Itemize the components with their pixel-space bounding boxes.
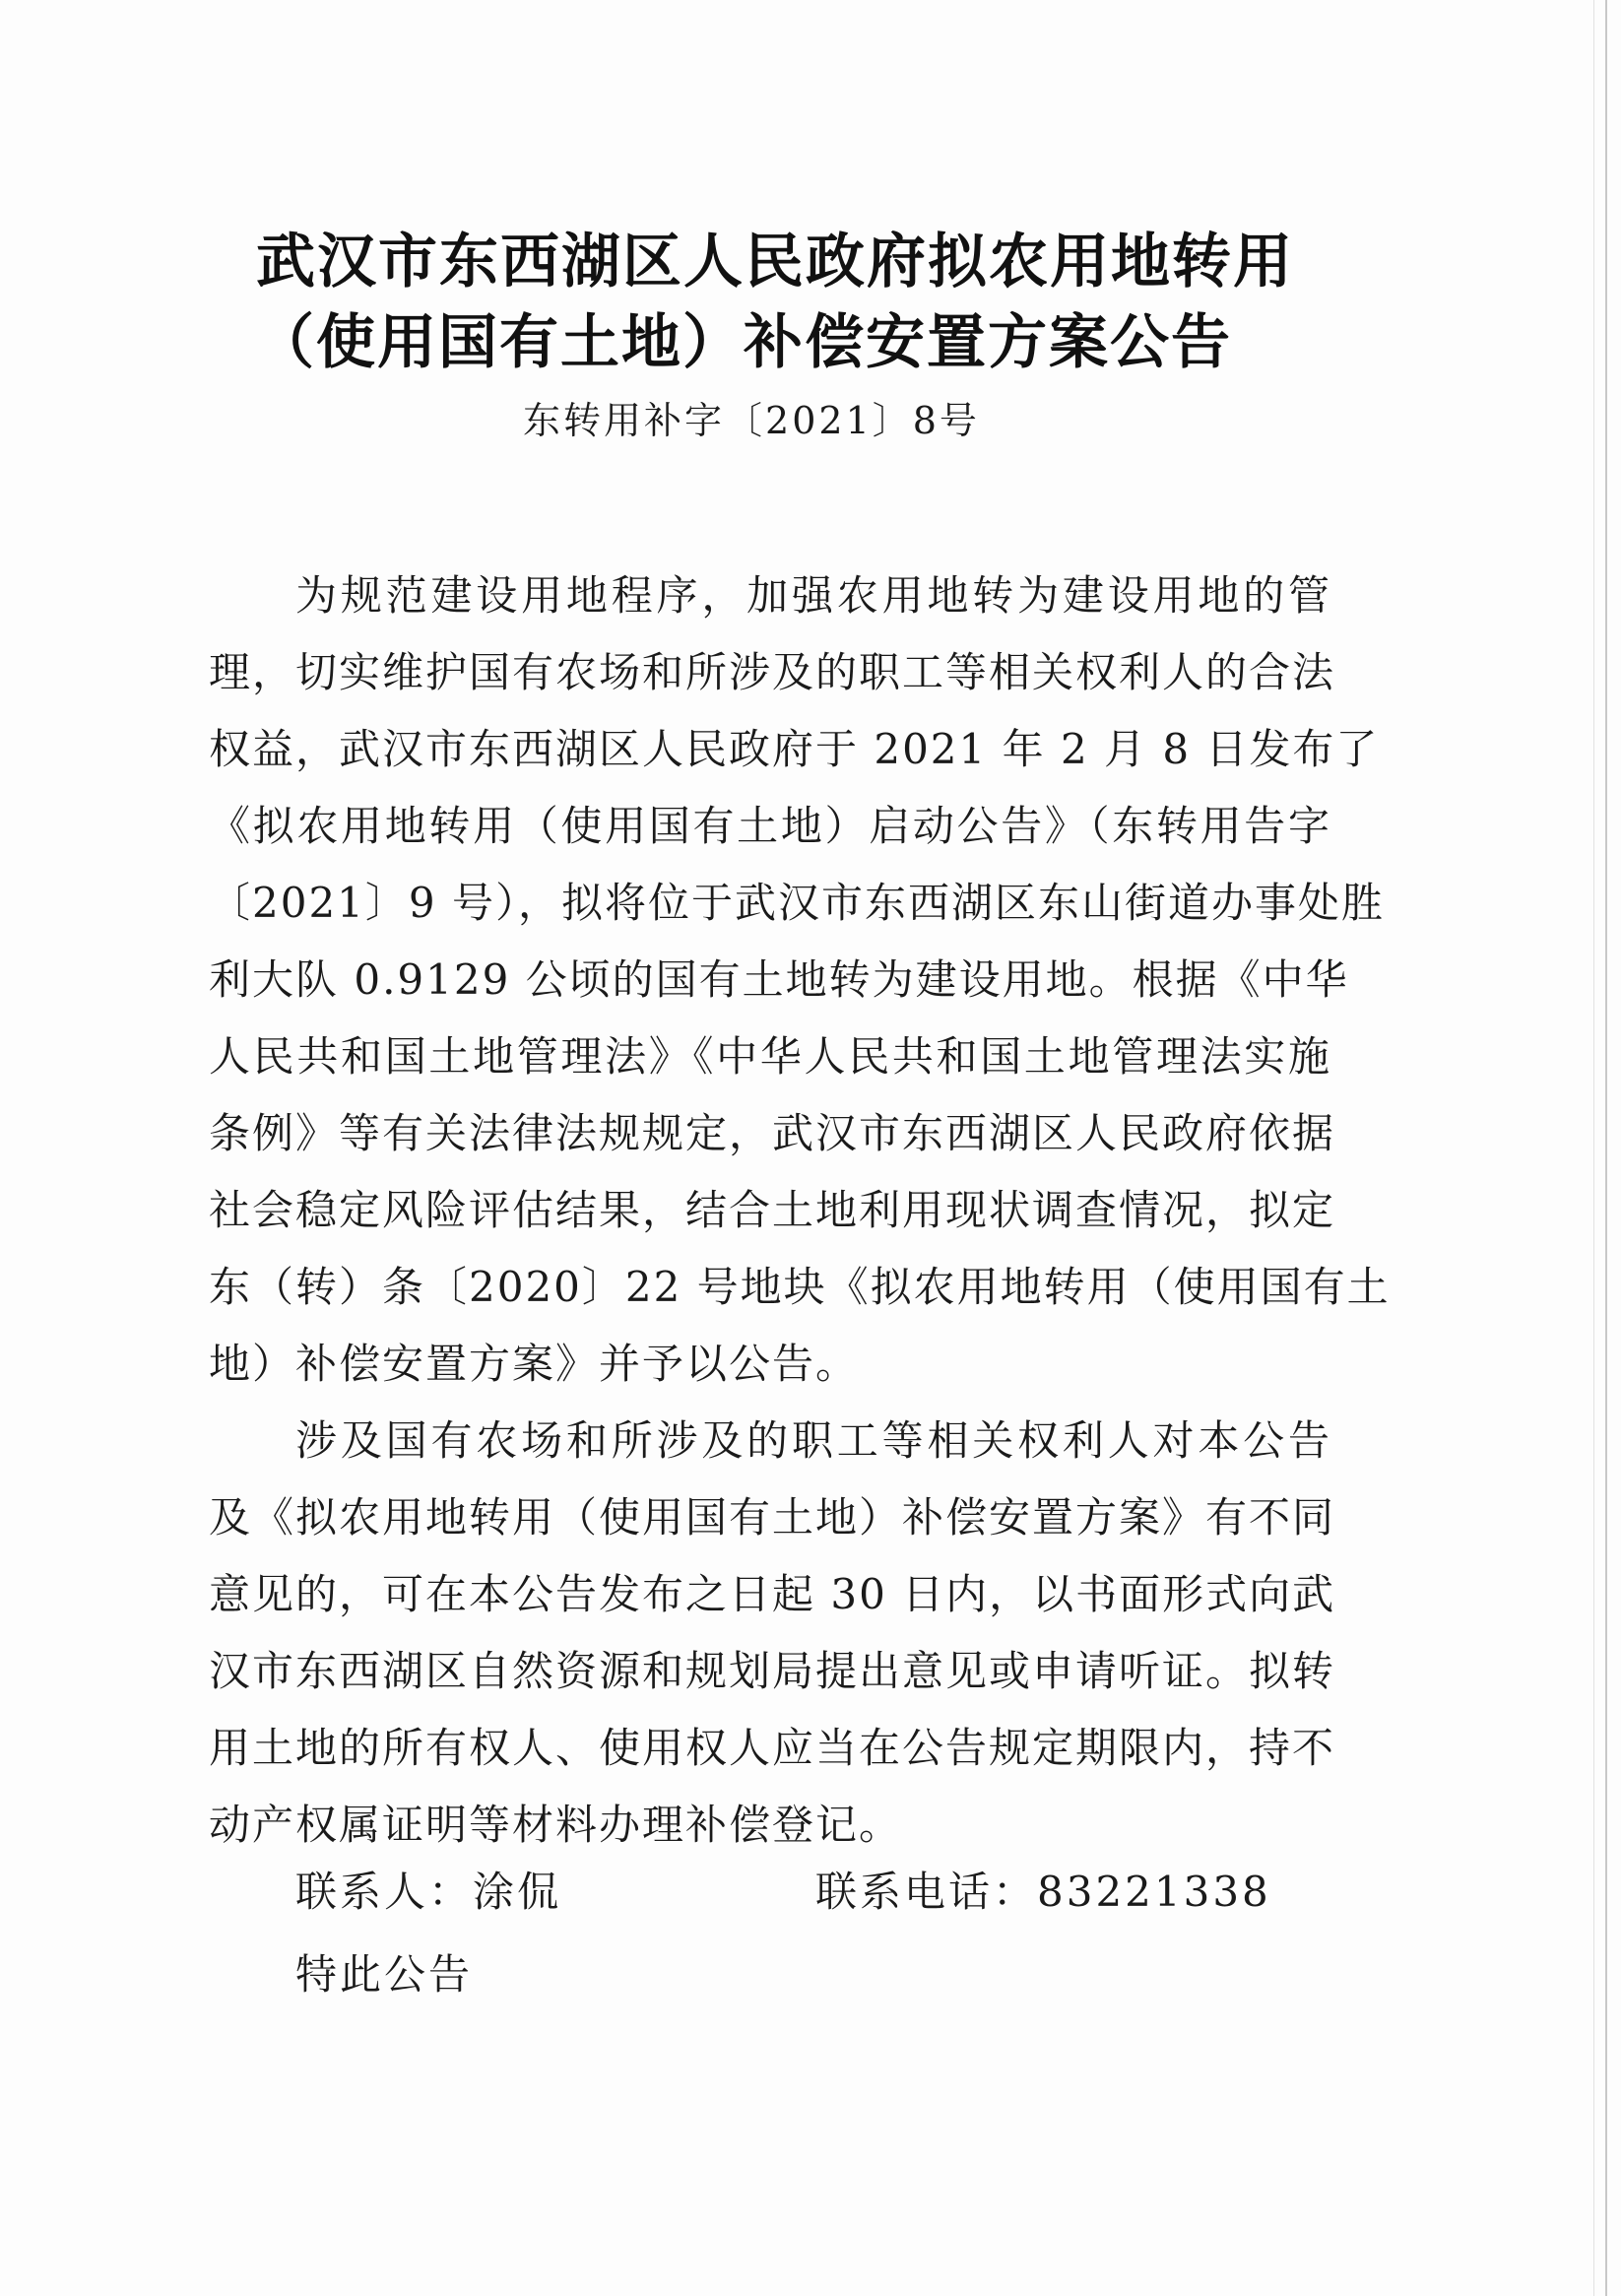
- paragraph-2-line: 及《拟农用地转用（使用国有土地）补偿安置方案》有不同: [209, 1493, 1336, 1542]
- title-line-2: （使用国有土地）补偿安置方案公告: [255, 308, 1232, 377]
- closing-text: 特此公告: [295, 1950, 474, 1999]
- paragraph-1-line: 权益，武汉市东西湖区人民政府于 2021 年 2 月 8 日发布了: [209, 725, 1380, 773]
- paragraph-1-line: 利大队 0.9129 公顷的国有土地转为建设用地。根据《中华: [209, 955, 1349, 1004]
- paragraph-1-line: 理，切实维护国有农场和所涉及的职工等相关权利人的合法: [209, 648, 1336, 696]
- contact-person: 联系人：涂侃: [295, 1868, 562, 1916]
- paragraph-2-line: 汉市东西湖区自然资源和规划局提出意见或申请听证。拟转: [209, 1647, 1336, 1695]
- paragraph-2-line: 涉及国有农场和所涉及的职工等相关权利人对本公告: [295, 1416, 1331, 1465]
- paragraph-1-line: 《拟农用地转用（使用国有土地）启动公告》（东转用告字: [209, 802, 1331, 850]
- page-edge-line: [1605, 0, 1607, 2296]
- title-line-1: 武汉市东西湖区人民政府拟农用地转用: [256, 228, 1294, 296]
- page-edge-line-inner: [1593, 0, 1594, 2296]
- paragraph-2-line: 意见的，可在本公告发布之日起 30 日内，以书面形式向武: [209, 1570, 1336, 1618]
- paragraph-1-line: 为规范建设用地程序，加强农用地转为建设用地的管: [295, 571, 1331, 620]
- paragraph-1-line: 社会稳定风险评估结果，结合土地利用现状调查情况，拟定: [209, 1186, 1336, 1234]
- contact-phone: 联系电话：83221338: [815, 1868, 1271, 1916]
- paragraph-1-line: 条例》等有关法律法规规定，武汉市东西湖区人民政府依据: [209, 1109, 1336, 1157]
- paragraph-2-line: 动产权属证明等材料办理补偿登记。: [209, 1801, 903, 1849]
- paragraph-1-line: 地）补偿安置方案》并予以公告。: [209, 1340, 860, 1388]
- paragraph-1-line: 东（转）条〔2020〕22 号地块《拟农用地转用（使用国有土: [209, 1263, 1391, 1311]
- document-number: 东转用补字〔2021〕8号: [523, 399, 980, 442]
- paragraph-1-line: 人民共和国土地管理法》《中华人民共和国土地管理法实施: [209, 1032, 1331, 1081]
- paragraph-2-line: 用土地的所有权人、使用权人应当在公告规定期限内，持不: [209, 1724, 1336, 1772]
- paragraph-1-line: 〔2021〕9 号），拟将位于武汉市东西湖区东山街道办事处胜: [209, 879, 1385, 927]
